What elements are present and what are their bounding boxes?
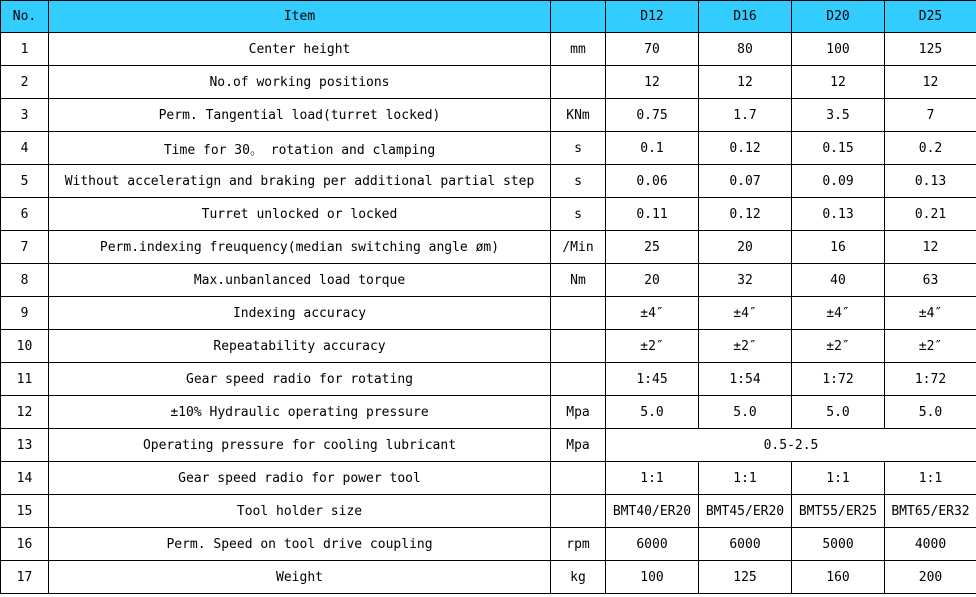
item-cell: Turret unlocked or locked xyxy=(49,198,551,231)
value-cell-d12: 0.11 xyxy=(606,198,699,231)
row-number-cell: 12 xyxy=(1,396,49,429)
unit-cell xyxy=(551,66,606,99)
table-row xyxy=(1,330,976,363)
row-number-cell: 13 xyxy=(1,429,49,462)
value-cell-d12: 0.06 xyxy=(606,165,699,198)
value-cell-d12: 1:45 xyxy=(606,363,699,396)
table-row xyxy=(1,264,976,297)
value-cell-d12: 100 xyxy=(606,561,699,594)
value-cell-d12: 20 xyxy=(606,264,699,297)
item-cell: Operating pressure for cooling lubricant xyxy=(49,429,551,462)
value-cell-d16: 20 xyxy=(699,231,792,264)
value-cell-d12: 0.1 xyxy=(606,132,699,165)
unit-cell xyxy=(551,363,606,396)
row-number-cell: 15 xyxy=(1,495,49,528)
row-number-cell: 17 xyxy=(1,561,49,594)
value-cell-d25: BMT65/ER32 xyxy=(885,495,976,528)
value-cell-d16: 12 xyxy=(699,66,792,99)
item-cell: Gear speed radio for power tool xyxy=(49,462,551,495)
value-cell-d20: 160 xyxy=(792,561,885,594)
row-number-cell: 16 xyxy=(1,528,49,561)
header-unit xyxy=(551,1,606,33)
value-cell-d20: 1:1 xyxy=(792,462,885,495)
header-row xyxy=(1,1,976,33)
value-cell-d12: ±4″ xyxy=(606,297,699,330)
value-cell-d12: 6000 xyxy=(606,528,699,561)
item-cell: Perm.indexing freuquency(median switching angle øm) xyxy=(49,231,551,264)
value-cell-d20: BMT55/ER25 xyxy=(792,495,885,528)
value-cell-d16: 0.07 xyxy=(699,165,792,198)
value-cell-d16: BMT45/ER20 xyxy=(699,495,792,528)
value-cell-d16: 5.0 xyxy=(699,396,792,429)
value-cell-d20: ±2″ xyxy=(792,330,885,363)
value-cell-d25: 1:72 xyxy=(885,363,976,396)
table-row xyxy=(1,165,976,198)
value-cell-d20: 0.15 xyxy=(792,132,885,165)
table-row xyxy=(1,495,976,528)
item-cell: Perm. Speed on tool drive coupling xyxy=(49,528,551,561)
header-d25: D25 xyxy=(885,1,976,33)
table-row xyxy=(1,363,976,396)
value-cell-d25: 1:1 xyxy=(885,462,976,495)
row-number-cell: 8 xyxy=(1,264,49,297)
table-row xyxy=(1,198,976,231)
header-item: Item xyxy=(49,1,551,33)
item-cell: Gear speed radio for rotating xyxy=(49,363,551,396)
unit-cell xyxy=(551,495,606,528)
value-cell-d16: 1:54 xyxy=(699,363,792,396)
value-cell-d12: 1:1 xyxy=(606,462,699,495)
value-cell-d20: 5.0 xyxy=(792,396,885,429)
value-cell-d16: 0.12 xyxy=(699,198,792,231)
value-cell-d25: 125 xyxy=(885,33,976,66)
unit-cell: rpm xyxy=(551,528,606,561)
value-cell-d25: 12 xyxy=(885,231,976,264)
value-cell-d25: 0.13 xyxy=(885,165,976,198)
table-row xyxy=(1,297,976,330)
value-cell-d25: ±4″ xyxy=(885,297,976,330)
header-d20: D20 xyxy=(792,1,885,33)
value-cell-d20: 1:72 xyxy=(792,363,885,396)
row-number-cell: 1 xyxy=(1,33,49,66)
item-cell: ±10% Hydraulic operating pressure xyxy=(49,396,551,429)
table-row xyxy=(1,66,976,99)
table-row xyxy=(1,462,976,495)
merged-value-cell: 0.5-2.5 xyxy=(606,429,976,462)
row-number-cell: 9 xyxy=(1,297,49,330)
item-cell: Indexing accuracy xyxy=(49,297,551,330)
unit-cell: Mpa xyxy=(551,396,606,429)
unit-cell: kg xyxy=(551,561,606,594)
value-cell-d25: 5.0 xyxy=(885,396,976,429)
value-cell-d16: 6000 xyxy=(699,528,792,561)
item-cell: Max.unbanlanced load torque xyxy=(49,264,551,297)
row-number-cell: 3 xyxy=(1,99,49,132)
value-cell-d25: ±2″ xyxy=(885,330,976,363)
table-row xyxy=(1,561,976,594)
value-cell-d25: 0.2 xyxy=(885,132,976,165)
item-cell: Center height xyxy=(49,33,551,66)
value-cell-d25: 4000 xyxy=(885,528,976,561)
value-cell-d20: 0.13 xyxy=(792,198,885,231)
unit-cell: /Min xyxy=(551,231,606,264)
row-number-cell: 10 xyxy=(1,330,49,363)
row-number-cell: 7 xyxy=(1,231,49,264)
value-cell-d16: ±4″ xyxy=(699,297,792,330)
value-cell-d16: ±2″ xyxy=(699,330,792,363)
item-cell: Without acceleratign and braking per additional partial step xyxy=(49,165,551,198)
unit-cell: s xyxy=(551,198,606,231)
value-cell-d12: 70 xyxy=(606,33,699,66)
item-cell: Repeatability accuracy xyxy=(49,330,551,363)
value-cell-d16: 80 xyxy=(699,33,792,66)
value-cell-d16: 125 xyxy=(699,561,792,594)
unit-cell xyxy=(551,330,606,363)
table-row xyxy=(1,231,976,264)
value-cell-d16: 1.7 xyxy=(699,99,792,132)
header-d16: D16 xyxy=(699,1,792,33)
value-cell-d20: ±4″ xyxy=(792,297,885,330)
header-no: No. xyxy=(1,1,49,33)
unit-cell: Nm xyxy=(551,264,606,297)
table-row xyxy=(1,396,976,429)
table-row xyxy=(1,33,976,66)
table-row xyxy=(1,132,976,165)
table-row xyxy=(1,99,976,132)
value-cell-d25: 63 xyxy=(885,264,976,297)
value-cell-d12: ±2″ xyxy=(606,330,699,363)
value-cell-d16: 0.12 xyxy=(699,132,792,165)
row-number-cell: 14 xyxy=(1,462,49,495)
item-cell: Weight xyxy=(49,561,551,594)
value-cell-d20: 16 xyxy=(792,231,885,264)
unit-cell: mm xyxy=(551,33,606,66)
value-cell-d12: 5.0 xyxy=(606,396,699,429)
value-cell-d20: 100 xyxy=(792,33,885,66)
row-number-cell: 6 xyxy=(1,198,49,231)
table-row xyxy=(1,528,976,561)
row-number-cell: 11 xyxy=(1,363,49,396)
header-d12: D12 xyxy=(606,1,699,33)
row-number-cell: 5 xyxy=(1,165,49,198)
unit-cell: Mpa xyxy=(551,429,606,462)
table-row xyxy=(1,429,976,462)
value-cell-d25: 12 xyxy=(885,66,976,99)
unit-cell: s xyxy=(551,165,606,198)
unit-cell xyxy=(551,462,606,495)
item-cell: Tool holder size xyxy=(49,495,551,528)
item-cell: Perm. Tangential load(turret locked) xyxy=(49,99,551,132)
value-cell-d25: 7 xyxy=(885,99,976,132)
value-cell-d20: 40 xyxy=(792,264,885,297)
unit-cell xyxy=(551,297,606,330)
row-number-cell: 4 xyxy=(1,132,49,165)
value-cell-d20: 3.5 xyxy=(792,99,885,132)
value-cell-d12: 12 xyxy=(606,66,699,99)
value-cell-d12: BMT40/ER20 xyxy=(606,495,699,528)
value-cell-d16: 32 xyxy=(699,264,792,297)
value-cell-d12: 0.75 xyxy=(606,99,699,132)
unit-cell: KNm xyxy=(551,99,606,132)
value-cell-d12: 25 xyxy=(606,231,699,264)
value-cell-d16: 1:1 xyxy=(699,462,792,495)
spec-table-body xyxy=(1,33,976,594)
value-cell-d20: 5000 xyxy=(792,528,885,561)
value-cell-d25: 200 xyxy=(885,561,976,594)
item-cell: Time for 30。 rotation and clamping xyxy=(49,132,551,165)
value-cell-d20: 12 xyxy=(792,66,885,99)
row-number-cell: 2 xyxy=(1,66,49,99)
unit-cell: s xyxy=(551,132,606,165)
value-cell-d20: 0.09 xyxy=(792,165,885,198)
value-cell-d25: 0.21 xyxy=(885,198,976,231)
item-cell: No.of working positions xyxy=(49,66,551,99)
